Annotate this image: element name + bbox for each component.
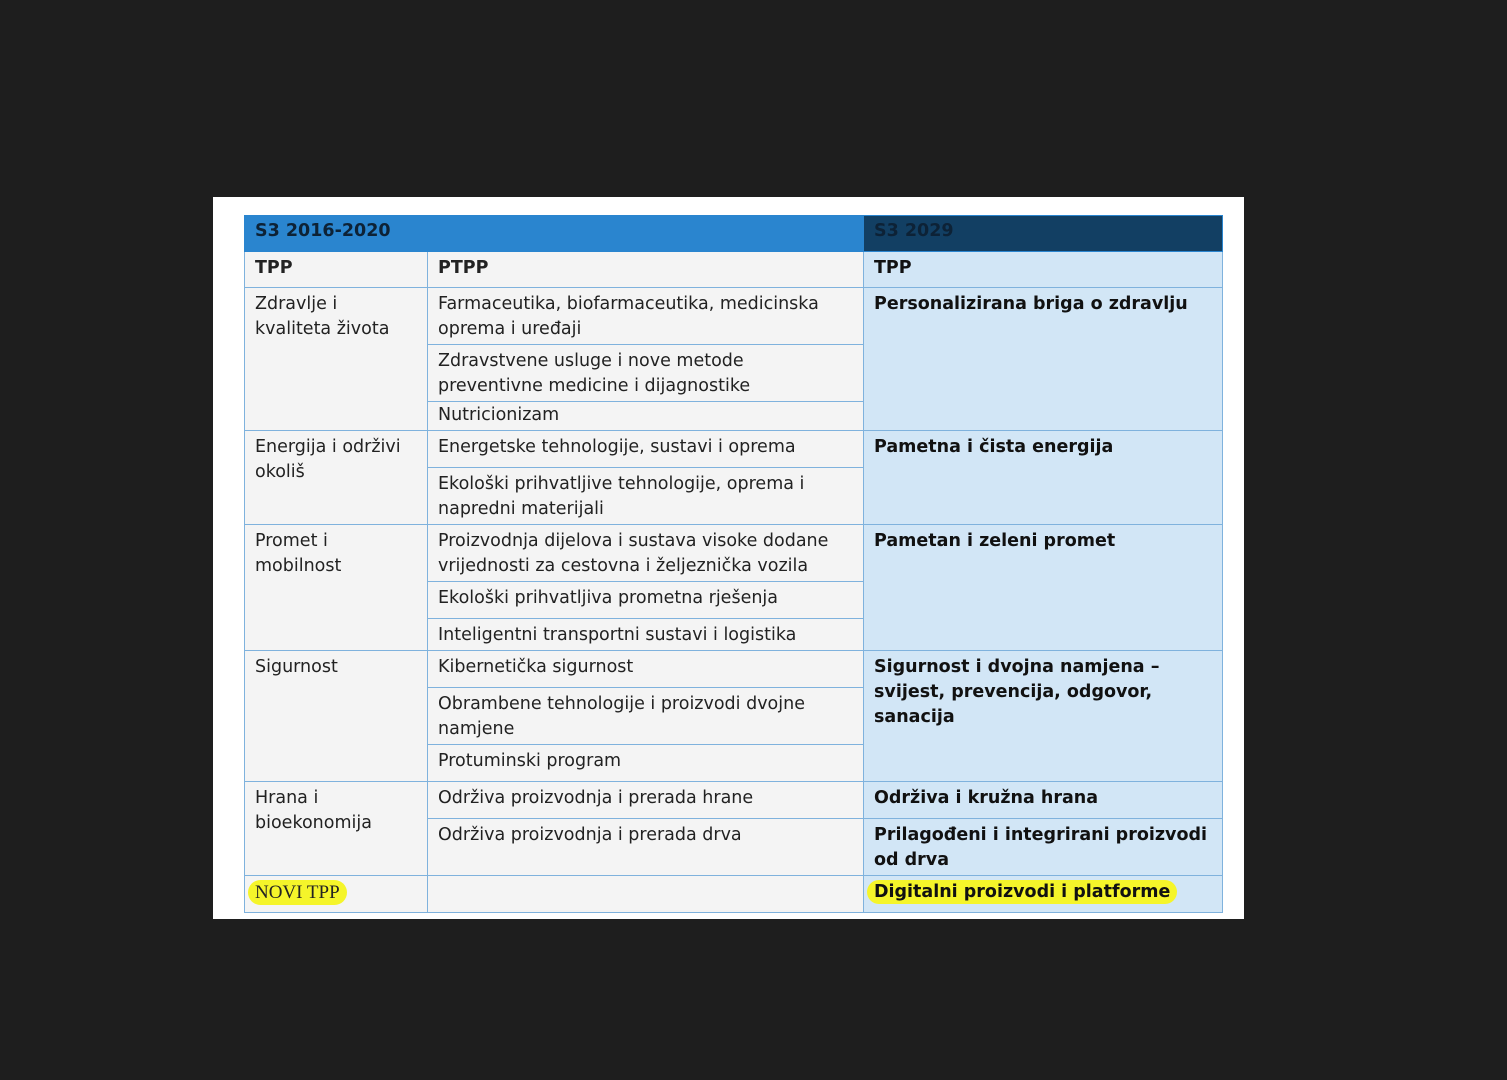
- tpp-cell-hrana: Hrana i bioekonomija: [245, 782, 428, 876]
- new-tpp-cell-sigurnost: Sigurnost i dvojna namjena – svijest, prevencija, odgovor, sanacija: [864, 651, 1223, 782]
- ptpp-cell: Farmaceutika, biofarmaceutika, medicinska oprema i uređaji: [428, 288, 864, 345]
- table-row: [245, 651, 1223, 688]
- table-row: [245, 782, 1223, 819]
- ptpp-cell: Ekološki prihvatljive tehnologije, oprema i napredni materijali: [428, 468, 864, 525]
- header-new-period: S3 2029: [864, 216, 1223, 252]
- tpp-cell-energija: Energija i održivi okoliš: [245, 431, 428, 525]
- tpp-cell-novi: [245, 876, 428, 913]
- highlight-digitalni: Digitalni proizvodi i platforme: [867, 880, 1177, 904]
- table-row: [245, 876, 1223, 913]
- ptpp-cell: Energetske tehnologije, sustavi i oprema: [428, 431, 864, 468]
- ptpp-cell: Održiva proizvodnja i prerada drva: [428, 819, 864, 876]
- ptpp-cell: Kibernetička sigurnost: [428, 651, 864, 688]
- tpp-cell-promet: Promet i mobilnost: [245, 525, 428, 651]
- ptpp-cell: Inteligentni transportni sustavi i logistika: [428, 619, 864, 651]
- s3-comparison-table: [244, 215, 1223, 913]
- new-tpp-cell-energija: Pametna i čista energija: [864, 431, 1223, 525]
- new-tpp-cell-novi: [864, 876, 1223, 913]
- subheader-ptpp: PTPP: [428, 252, 864, 288]
- table-row: [245, 525, 1223, 582]
- subheader-tpp-new: TPP: [864, 252, 1223, 288]
- subheader-tpp-old: TPP: [245, 252, 428, 288]
- ptpp-cell: Proizvodnja dijelova i sustava visoke dodane vrijednosti za cestovna i željeznička vozila: [428, 525, 864, 582]
- ptpp-cell: Obrambene tehnologije i proizvodi dvojne namjene: [428, 688, 864, 745]
- table-row: [245, 431, 1223, 468]
- new-tpp-cell-zdravlje: Personalizirana briga o zdravlju: [864, 288, 1223, 431]
- new-tpp-cell-hrana-1: Prilagođeni i integrirani proizvodi od drva: [864, 819, 1223, 876]
- ptpp-cell: Ekološki prihvatljiva prometna rješenja: [428, 582, 864, 619]
- new-tpp-cell-hrana-0: Održiva i kružna hrana: [864, 782, 1223, 819]
- header-row: [245, 216, 1223, 252]
- new-tpp-cell-promet: Pametan i zeleni promet: [864, 525, 1223, 651]
- ptpp-cell: Nutricionizam: [428, 402, 864, 431]
- header-old-period: S3 2016-2020: [245, 216, 864, 252]
- subheader-row: [245, 252, 1223, 288]
- tpp-cell-zdravlje: Zdravlje i kvaliteta života: [245, 288, 428, 431]
- ptpp-cell-empty: [428, 876, 864, 913]
- slide: [213, 197, 1244, 919]
- ptpp-cell: Zdravstvene usluge i nove metode preventivne medicine i dijagnostike: [428, 345, 864, 402]
- ptpp-cell: Protuminski program: [428, 745, 864, 782]
- ptpp-cell: Održiva proizvodnja i prerada hrane: [428, 782, 864, 819]
- table-row: [245, 288, 1223, 345]
- highlight-novi-tpp: NOVI TPP: [248, 880, 347, 905]
- tpp-cell-sigurnost: Sigurnost: [245, 651, 428, 782]
